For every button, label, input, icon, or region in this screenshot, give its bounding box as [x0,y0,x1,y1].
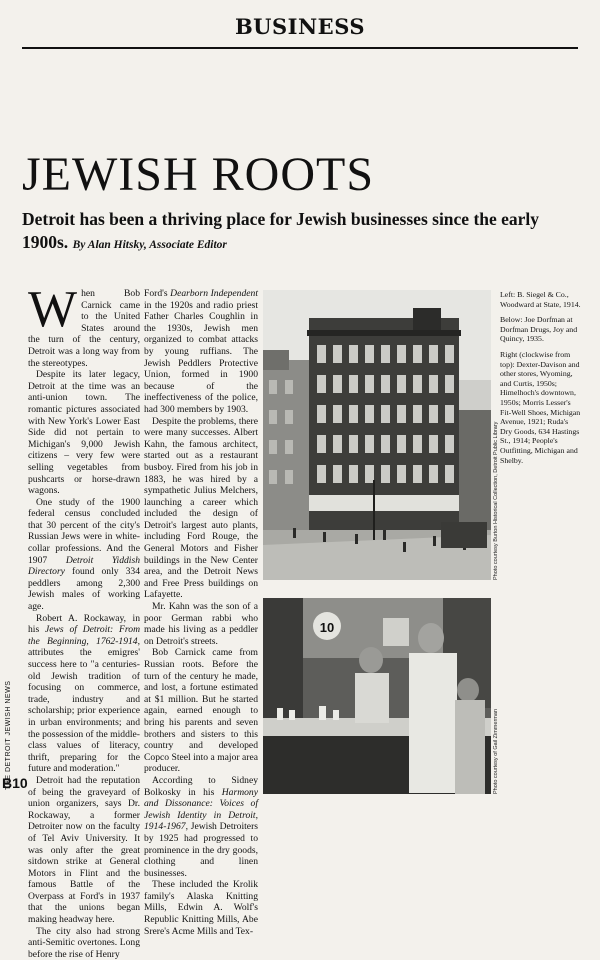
photo2-credit: Photo courtesy of Gail Zimmerman [493,709,499,794]
paragraph-text: Ford's [144,288,171,299]
publication-name: THE DETROIT JEWISH NEWS [5,680,12,790]
paragraph-text: attributes the emigres' success here to "a centuries-old Jewish tradition of focusing on commerce, trade, industry and scholarship; prior experience in urban environments; and the possession of the middle-class values of literacy, thrift, preparing for the future and moderation." [28,647,140,775]
paragraph: Bob Carnick came from Russian roots. Before the turn of the century he made, and lost, a fortune estimated at $1 million. But he started again, earned enough to bring his parents and seven brothers and sisters to this country and developed Copco Steel into a major area producer. [144,647,258,775]
photo-siegel-building [263,290,491,580]
paragraph [28,281,140,369]
paragraph [28,613,140,775]
photo1-credit: Photo courtesy Burton Historical Collection, Detroit Public Library [493,421,499,580]
paragraph: Despite the problems, there were many successes. Albert Kahn, the famous architect, started out as a restaurant busboy. Fired from his job in 1883, he was hired by a sympathetic Julius Melchers, launching a career which included the design of Detroit's largest auto plants, including Ford Rouge, the General Motors and Fisher buildings in the New Center area, and the Detroit News and Free Press buildings on Lafayette. [144,415,258,601]
headline: JEWISH ROOTS [22,148,375,201]
paragraph-text: found only 334 peddlers among 2,300 Jewish males of working age. [28,566,140,613]
book-title: Harmony and Dissonance: Voices of Jewish Identity in Detroit, 1914-1967, [144,786,258,833]
paragraph-text: According to Sidney Bolkosky in his [144,774,258,798]
book-title: Jews of Detroit: From the Beginning, 1762-1914, [28,624,140,647]
byline: By Alan Hitsky, Associate Editor [72,239,227,251]
paragraph-text: Jewish Detroiters by 1925 had progressed to prominence in the dry goods, clothing and linen businesses. [144,821,258,879]
book-title: Dearborn Independent [170,288,258,299]
paragraph-text: Robert A. Rockaway, in his [28,612,140,636]
paragraph-text: One study of the 1900 federal census concluded that 30 percent of the city's Russian Jews were in white-collar professions. And the 1907 [28,496,140,566]
drop-cap: W [28,281,78,338]
paragraph: Despite its later legacy, Detroit at the time was an anti-union town. The romantic pictures associated with New York's Lower East Side did not pertain to Michigan's 9,000 Jewish citizens – very few were selling vegetables from pushcarts or horse-drawn wagons. [28,369,140,497]
paragraph [28,497,140,613]
paragraph: These included the Krolik family's Alaska Knitting Mills, Edwin A. Wolf's Republic Knitting Mills, Abe Srere's Acme Mills and Tex- [144,879,258,937]
caption-below: Below: Joe Dorfman at Dorfman Drugs, Joy and Quincy, 1935. [500,315,578,344]
paragraph-text: hen Bob Carnick came to the United States around the turn of the century, Detroit was a long way from the stereotypes. [28,288,140,369]
page-number: B10 [2,775,28,791]
header-rule [22,47,578,49]
paragraph-text: in the 1920s and radio priest Father Charles Coughlin in the 1930s, Jewish men organized to combat attacks by young ruffians. The Jewish Peddlers Protective Union, formed in 1900 because of the ineffectiveness of the police, had 300 members by 1903. [144,299,258,415]
book-title: Detroit Yiddish Directory [28,554,140,578]
caption-right: Right (clockwise from top): Dexter-Davison and other stores, Wyoming, and Curtis, 1950s; Himelhoch's downtown, 1950s; Morris Lesser's Fit-Well Shoes, Michigan Avenue, 1921; Ruda's Dry Goods, 634 Hastings St., 1914; People's Outfitting, Michigan and Shelby. [500,349,581,465]
caption-left: Left: B. Siegel & Co., Woodward at State, 1914. [500,290,581,309]
photo-dorfman-drugs [263,598,491,794]
paragraph: The city also had strong anti-Semitic overtones. Long before the rise of Henry [28,925,140,960]
paragraph: Mr. Kahn was the son of a poor German rabbi who made his living as a peddler on Detroit's streets. [144,601,258,647]
article-column-2 [144,288,258,937]
deck-text: Detroit has been a thriving place for Jewish businesses since the early 1900s. [22,209,540,252]
article-column-1 [28,281,140,960]
photo-captions [500,290,582,471]
paragraph: Detroit had the reputation of being the graveyard of union organizers, says Dr. Rockaway, a former Detroiter now on the faculty of Tel Aviv University. It was only after the great sitdown strike at General Motors in Flint and the famous Battle of the Overpass at Ford's in 1937 that the unions began making headway here. [28,774,140,926]
section-header: BUSINESS [234,14,366,39]
paragraph [144,288,258,416]
drink-sign-number: 10 [319,620,335,635]
deck [22,208,578,257]
paragraph [144,775,258,879]
